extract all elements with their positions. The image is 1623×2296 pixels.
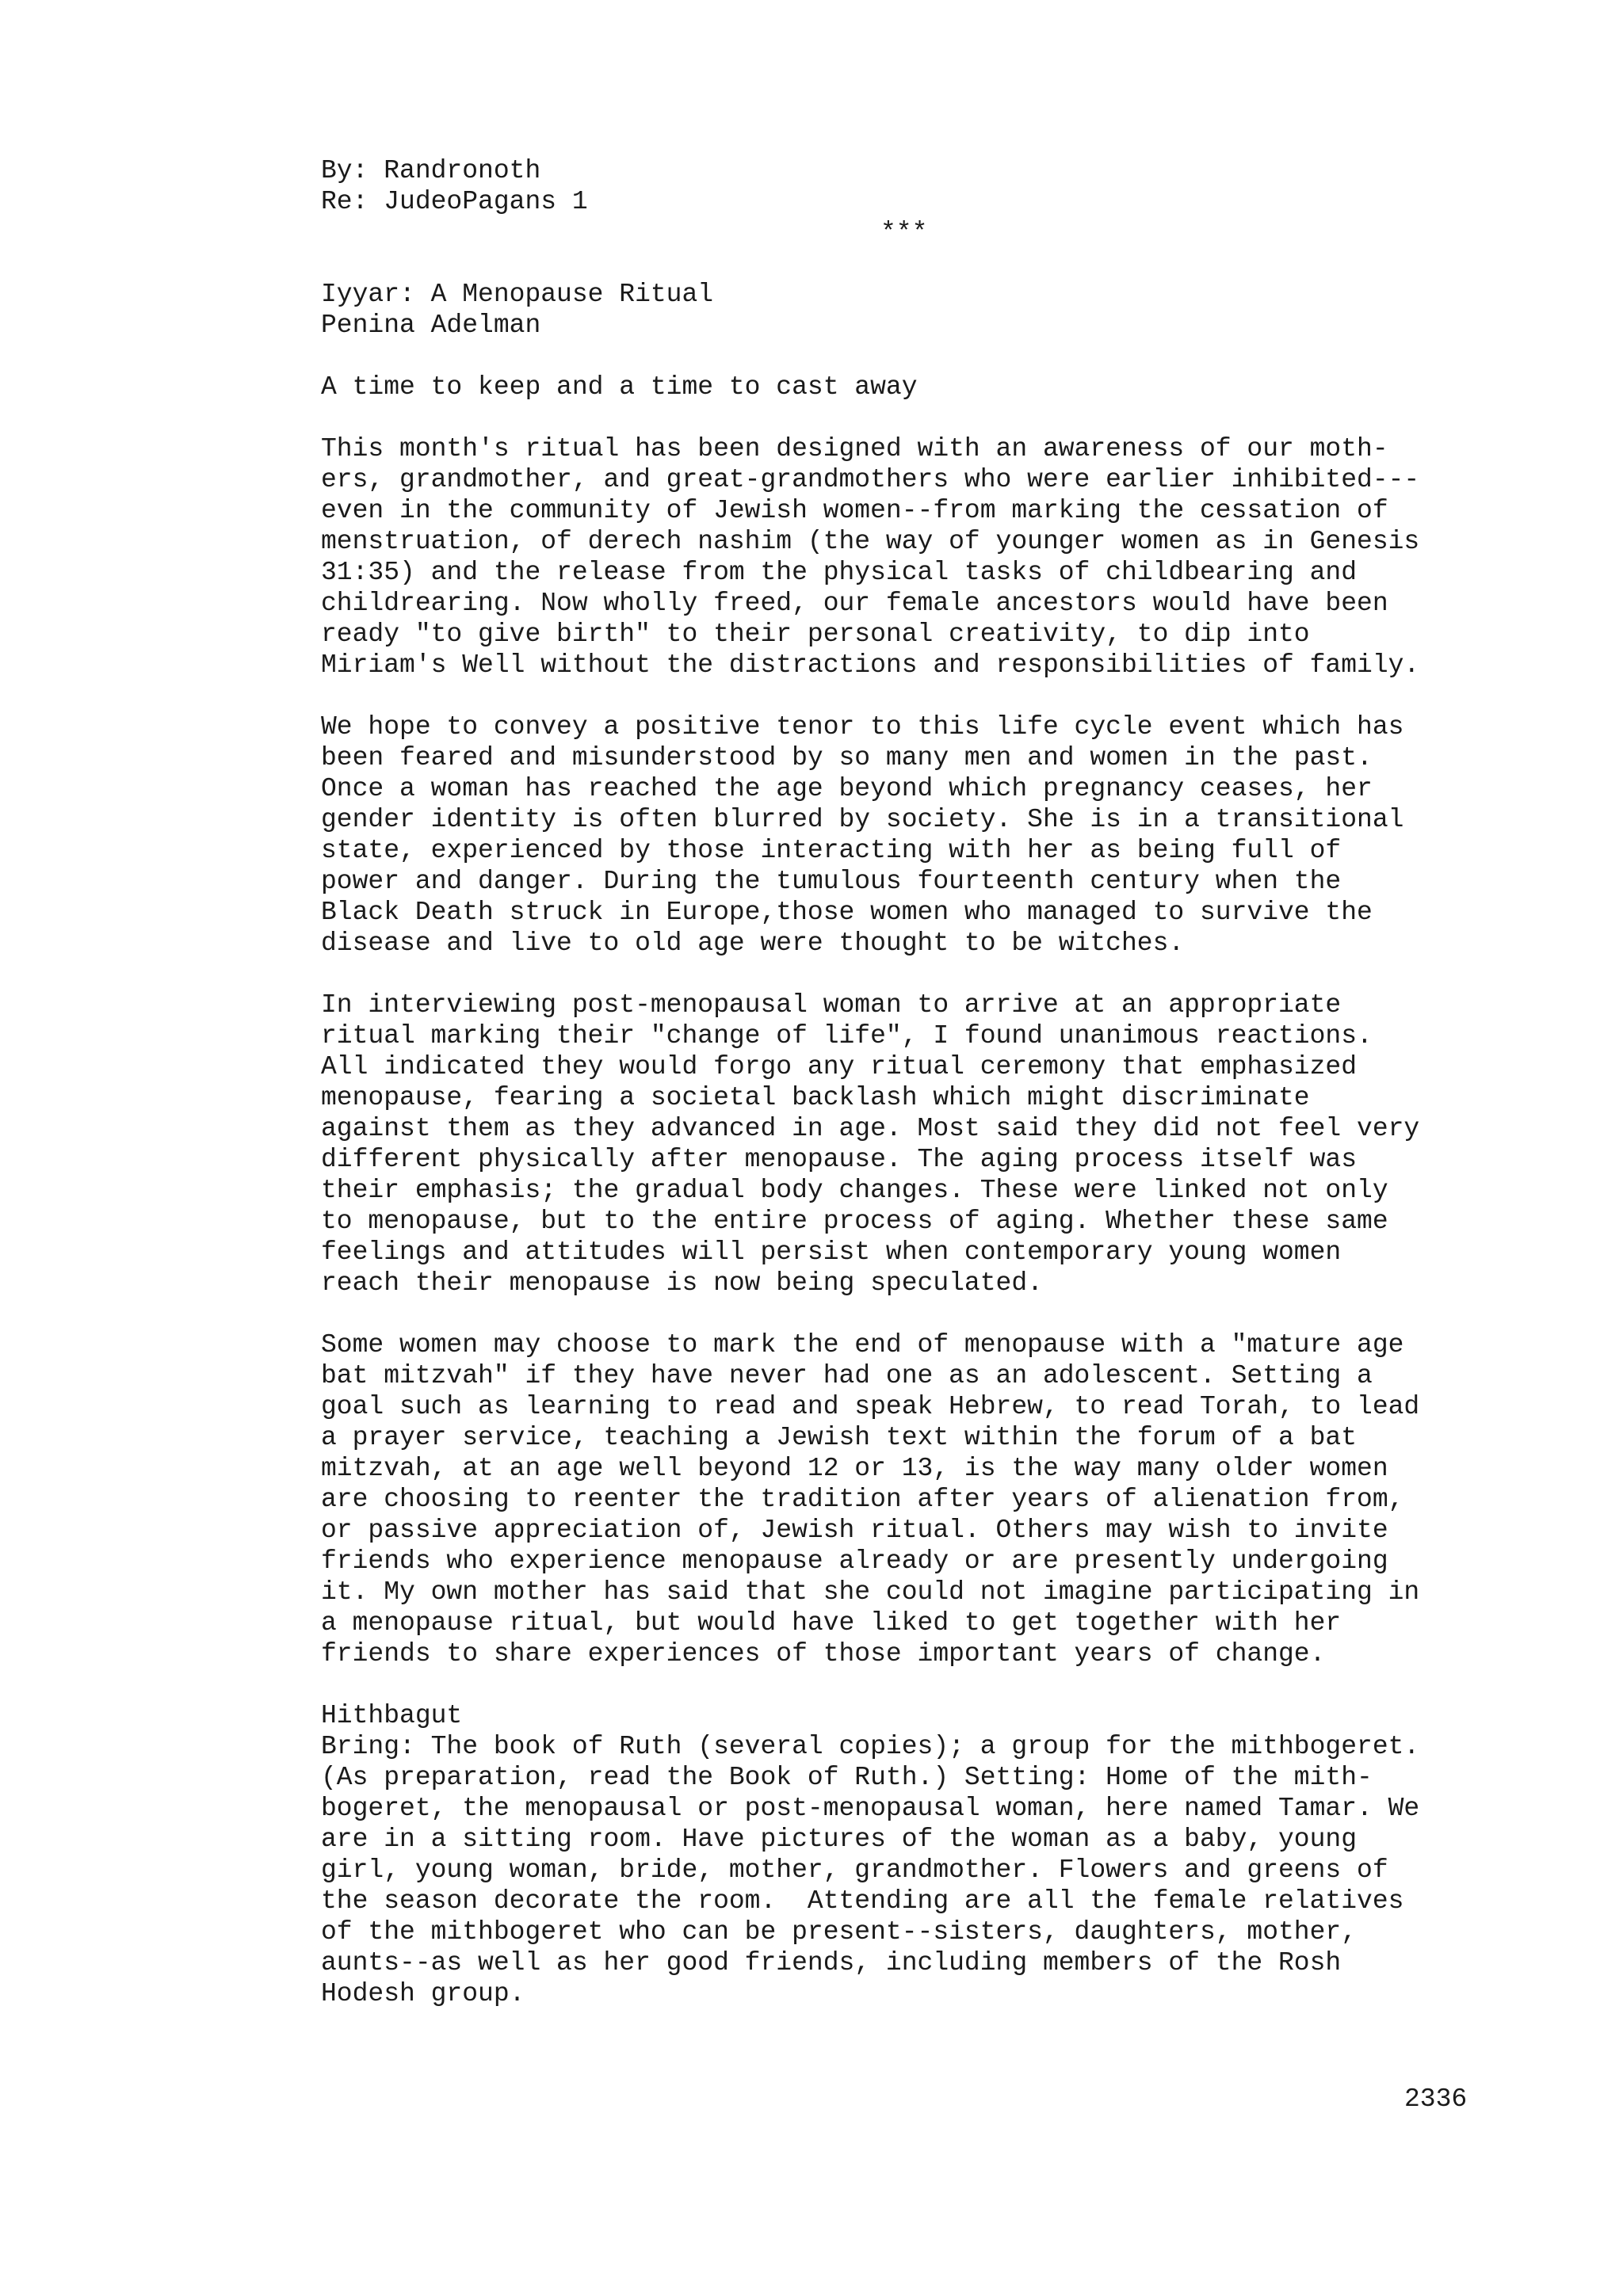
document-title: Iyyar: A Menopause Ritual <box>321 280 714 309</box>
text-line: girl, young woman, bride, mother, grandmother. Flowers and greens of <box>321 1855 1388 1885</box>
text-line: mitzvah, at an age well beyond 12 or 13, is the way many older women <box>321 1454 1388 1483</box>
document-page <box>321 155 1510 2009</box>
text-line: a menopause ritual, but would have liked to get together with her <box>321 1608 1342 1638</box>
text-line: Hodesh group. <box>321 1979 525 2008</box>
paragraph <box>321 1700 1510 2009</box>
text-line: In interviewing post-menopausal woman to arrive at an appropriate <box>321 990 1342 1020</box>
text-line: feelings and attitudes will persist when contemporary young women <box>321 1238 1342 1267</box>
text-line: menopause, fearing a societal backlash which might discriminate <box>321 1083 1310 1112</box>
text-line: reach their menopause is now being speculated. <box>321 1268 1043 1298</box>
document-subtitle: A time to keep and a time to cast away <box>321 372 918 402</box>
text-line: different physically after menopause. The aging process itself was <box>321 1145 1358 1174</box>
text-line: of the mithbogeret who can be present--sisters, daughters, mother, <box>321 1917 1358 1947</box>
text-line: their emphasis; the gradual body changes. These were linked not only <box>321 1176 1388 1205</box>
text-line: bogeret, the menopausal or post-menopausal woman, here named Tamar. We <box>321 1794 1420 1823</box>
paragraph <box>321 433 1510 681</box>
text-line: (As preparation, read the Book of Ruth.) Setting: Home of the mith- <box>321 1763 1373 1792</box>
text-line: menstruation, of derech nashim (the way of younger women as in Genesis <box>321 527 1420 556</box>
paragraph <box>321 990 1510 1299</box>
text-line: Black Death struck in Europe,those women who managed to survive the <box>321 898 1373 927</box>
subject-line: Re: JudeoPagans 1 <box>321 187 588 216</box>
text-line: Miriam's Well without the distractions and responsibilities of family. <box>321 650 1420 680</box>
paragraph <box>321 711 1510 959</box>
text-line: bat mitzvah" if they have never had one as an adolescent. Setting a <box>321 1361 1373 1390</box>
section-separator: *** <box>880 218 928 247</box>
text-line: are choosing to reenter the tradition after years of alienation from, <box>321 1485 1404 1514</box>
text-line: Some women may choose to mark the end of menopause with a "mature age <box>321 1330 1404 1360</box>
text-line: goal such as learning to read and speak Hebrew, to read Torah, to lead <box>321 1392 1420 1421</box>
text-line: Hithbagut <box>321 1701 463 1730</box>
text-line: friends to share experiences of those important years of change. <box>321 1639 1326 1669</box>
text-line: state, experienced by those interacting with her as being full of <box>321 836 1342 865</box>
text-line: Bring: The book of Ruth (several copies); a group for the mithbogeret. <box>321 1732 1420 1761</box>
text-line: All indicated they would forgo any ritual ceremony that emphasized <box>321 1052 1358 1081</box>
text-line: aunts--as well as her good friends, including members of the Rosh <box>321 1948 1342 1978</box>
text-line: are in a sitting room. Have pictures of the woman as a baby, young <box>321 1825 1358 1854</box>
document-author: Penina Adelman <box>321 311 541 340</box>
text-line: Once a woman has reached the age beyond which pregnancy ceases, her <box>321 774 1373 803</box>
text-line: even in the community of Jewish women--from marking the cessation of <box>321 496 1388 525</box>
text-line: against them as they advanced in age. Most said they did not feel very <box>321 1114 1420 1143</box>
text-line: it. My own mother has said that she could not imagine participating in <box>321 1577 1420 1607</box>
paragraph <box>321 1329 1510 1669</box>
byline: By: Randronoth <box>321 156 541 185</box>
text-line: power and danger. During the tumulous fourteenth century when the <box>321 867 1342 896</box>
text-line: a prayer service, teaching a Jewish text within the forum of a bat <box>321 1423 1358 1452</box>
text-line: ers, grandmother, and great-grandmothers who were earlier inhibited--- <box>321 465 1420 494</box>
page-number: 2336 <box>1404 2084 1468 2114</box>
body-text <box>321 433 1510 2009</box>
text-line: the season decorate the room. Attending are all the female relatives <box>321 1886 1404 1916</box>
text-line: disease and live to old age were thought to be witches. <box>321 929 1185 958</box>
text-line: This month's ritual has been designed with an awareness of our moth- <box>321 434 1388 463</box>
text-line: We hope to convey a positive tenor to this life cycle event which has <box>321 712 1404 742</box>
text-line: childrearing. Now wholly freed, our female ancestors would have been <box>321 589 1388 618</box>
text-line: ritual marking their "change of life", I found unanimous reactions. <box>321 1021 1373 1051</box>
text-line: ready "to give birth" to their personal creativity, to dip into <box>321 620 1310 649</box>
text-line: to menopause, but to the entire process of aging. Whether these same <box>321 1207 1388 1236</box>
text-line: been feared and misunderstood by so many men and women in the past. <box>321 743 1373 772</box>
text-line: or passive appreciation of, Jewish ritual. Others may wish to invite <box>321 1516 1388 1545</box>
text-line: 31:35) and the release from the physical tasks of childbearing and <box>321 558 1358 587</box>
text-line: gender identity is often blurred by society. She is in a transitional <box>321 805 1404 834</box>
text-line: friends who experience menopause already or are presently undergoing <box>321 1547 1388 1576</box>
